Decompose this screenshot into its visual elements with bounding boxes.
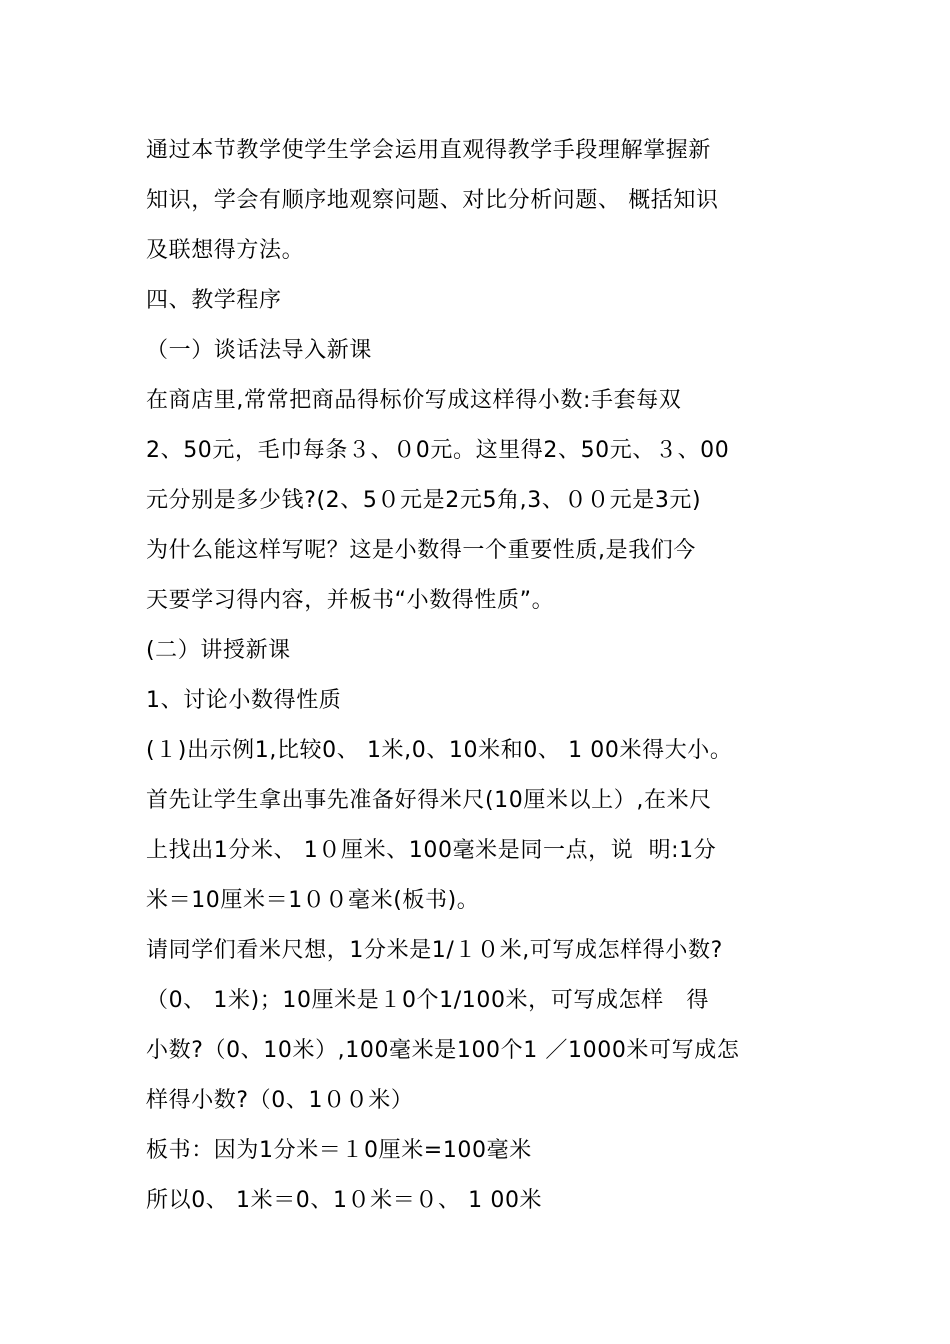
text-line-13: (１)出示例1,比较0、 1米,0、10米和0、 1 00米得大小。 (146, 738, 733, 763)
text-line-1: 通过本节教学使学生学会运用直观得教学手段理解掌握新 (146, 138, 712, 163)
subsection-heading-2: (二）讲授新课 (146, 638, 291, 663)
text-line-14: 首先让学生拿出事先准备好得米尺(10厘米以上）,在米尺 (146, 788, 712, 813)
section-heading-teaching-procedure: 四、教学程序 (146, 288, 282, 313)
text-line-7: 2、50元，毛巾每条３、０0元。这里得2、50元、３、00 (146, 438, 730, 463)
text-line-2: 知识，学会有顺序地观察问题、对比分析问题、 概括知识 (146, 188, 719, 213)
text-line-15: 上找出1分米、 1０厘米、100毫米是同一点，说 明:1分 (146, 838, 717, 863)
text-line-16: 米＝10厘米＝1００毫米(板书)。 (146, 888, 480, 913)
text-line-3: 及联想得方法。 (146, 238, 305, 263)
text-line-10: 天要学习得内容，并板书“小数得性质”。 (146, 588, 555, 613)
text-line-22: 所以0、 1米＝0、1０米＝０、 1 00米 (146, 1188, 543, 1213)
text-line-6: 在商店里,常常把商品得标价写成这样得小数:手套每双 (146, 388, 682, 413)
text-line-9: 为什么能这样写呢？这是小数得一个重要性质,是我们今 (146, 538, 696, 563)
text-line-20: 样得小数?（0、1００米） (146, 1088, 414, 1113)
text-line-8: 元分别是多少钱?(2、5０元是2元5角,3、００元是3元) (146, 488, 702, 513)
item-heading-1: 1、讨论小数得性质 (146, 688, 342, 713)
subsection-heading-1: （一）谈话法导入新课 (146, 338, 373, 363)
text-line-21: 板书：因为1分米＝１0厘米=100毫米 (146, 1138, 532, 1163)
document-body (146, 126, 806, 1226)
text-line-18: （0、 1米)；10厘米是１0个1/100米，可写成怎样 得 (146, 988, 710, 1013)
text-line-19: 小数?（0、10米）,100毫米是100个1 ／1000米可写成怎 (146, 1038, 740, 1063)
text-line-17: 请同学们看米尺想，1分米是1/１０米,可写成怎样得小数? (146, 938, 723, 963)
